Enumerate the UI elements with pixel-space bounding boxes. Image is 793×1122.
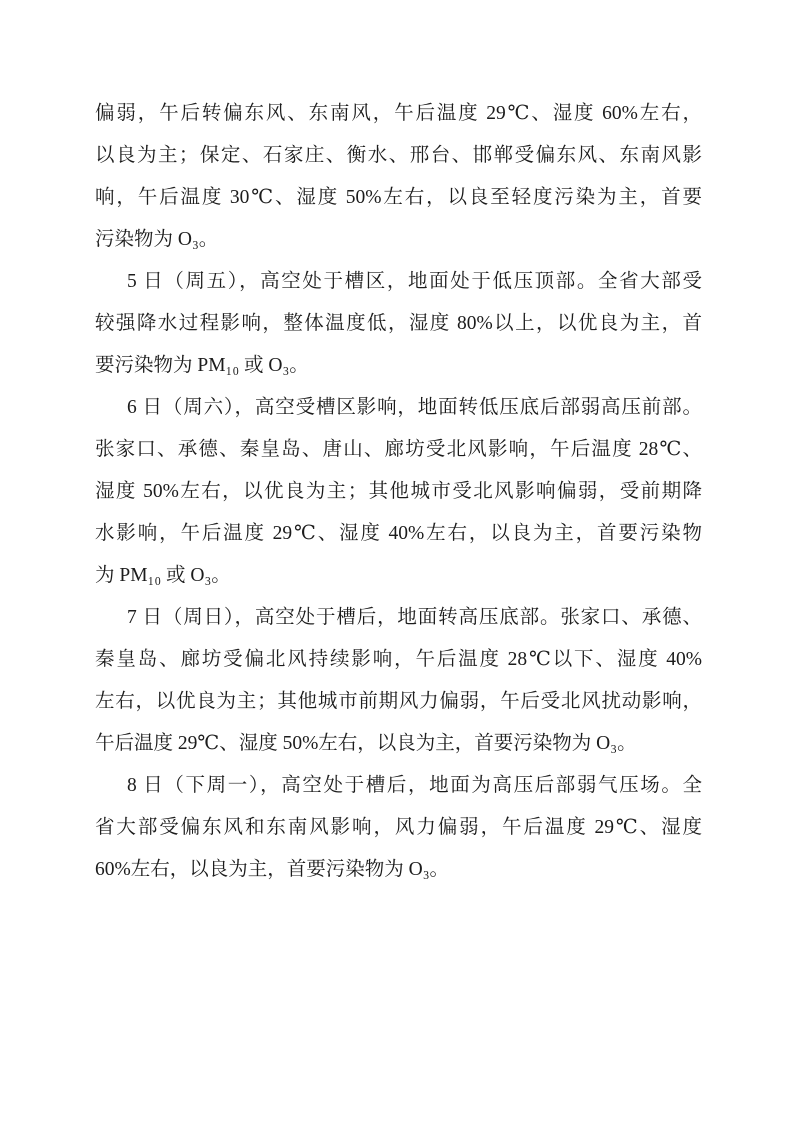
text-line: 较强降水过程影响，整体温度低，湿度 80%以上，以优良为主，首: [95, 313, 702, 334]
paragraph: [95, 597, 702, 765]
text-line: 5 日（周五），高空处于槽区，地面处于低压顶部。全省大部受: [127, 271, 702, 292]
text-line: 偏弱，午后转偏东风、东南风，午后温度 29℃、湿度 60%左右，: [95, 103, 702, 124]
text-line: 污染物为 O₃。: [95, 229, 219, 250]
text-line: 张家口、承德、秦皇岛、唐山、廊坊受北风影响，午后温度 28℃、: [95, 439, 702, 460]
text-line: 省大部受偏东风和东南风影响，风力偏弱，午后温度 29℃、湿度: [95, 817, 702, 838]
paragraph: [95, 765, 702, 891]
text-line: 为 PM₁₀ 或 O₃。: [95, 565, 231, 586]
text-line: 午后温度 29℃、湿度 50%左右，以良为主，首要污染物为 O₃。: [95, 733, 637, 754]
text-line: 以良为主；保定、石家庄、衡水、邢台、邯郸受偏东风、东南风影: [95, 145, 702, 166]
text-line: 响，午后温度 30℃、湿度 50%左右，以良至轻度污染为主，首要: [95, 187, 702, 208]
paragraph: [95, 93, 702, 261]
text-line: 要污染物为 PM₁₀ 或 O₃。: [95, 355, 309, 376]
text-line: 7 日（周日），高空处于槽后，地面转高压底部。张家口、承德、: [127, 607, 702, 628]
text-line: 8 日（下周一），高空处于槽后，地面为高压后部弱气压场。全: [127, 775, 702, 796]
text-line: 水影响，午后温度 29℃、湿度 40%左右，以良为主，首要污染物: [95, 523, 702, 544]
text-line: 秦皇岛、廊坊受偏北风持续影响，午后温度 28℃以下、湿度 40%: [95, 649, 702, 670]
paragraph: [95, 261, 702, 387]
text-line: 6 日（周六），高空受槽区影响，地面转低压底后部弱高压前部。: [127, 397, 702, 418]
text-line: 60%左右，以良为主，首要污染物为 O₃。: [95, 859, 449, 880]
text-line: 左右，以优良为主；其他城市前期风力偏弱，午后受北风扰动影响，: [95, 691, 702, 712]
paragraph: [95, 387, 702, 597]
document-body: [95, 93, 702, 891]
text-line: 湿度 50%左右，以优良为主；其他城市受北风影响偏弱，受前期降: [95, 481, 702, 502]
